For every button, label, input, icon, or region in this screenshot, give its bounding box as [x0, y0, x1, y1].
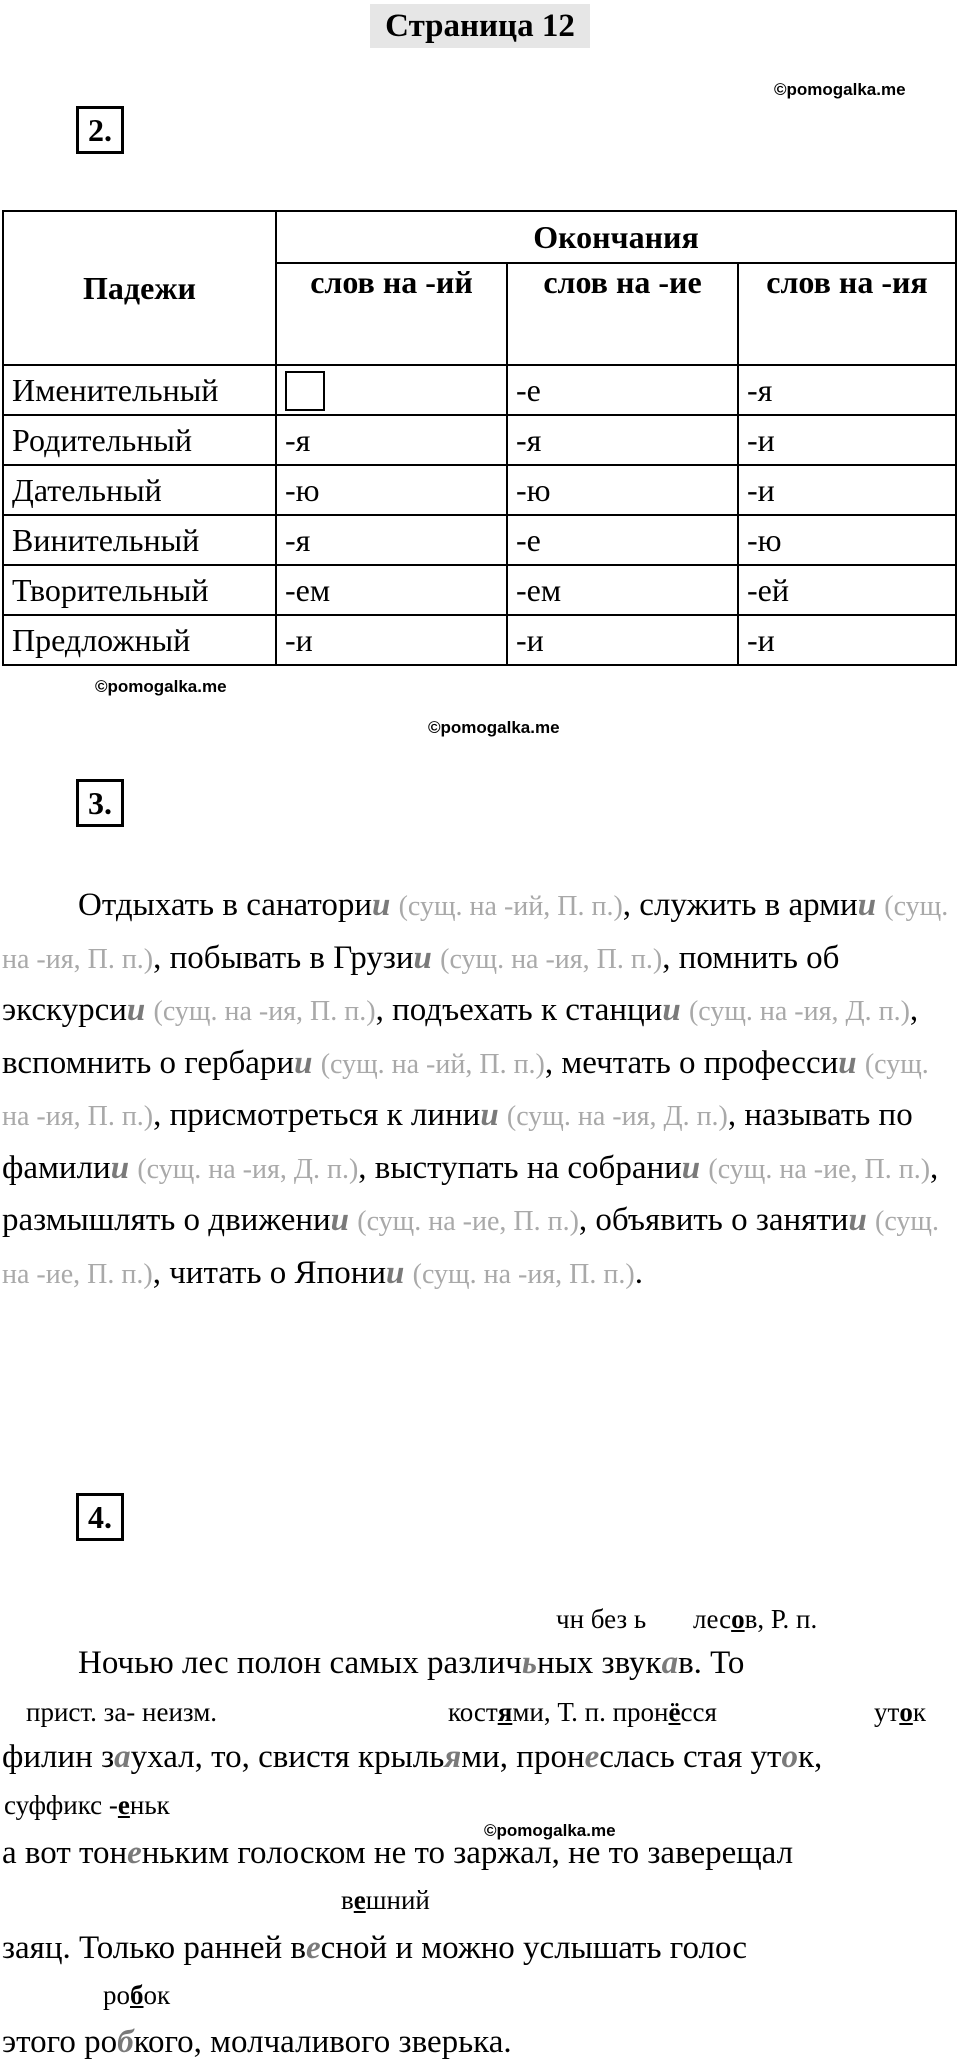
ending-cell: -е: [507, 515, 738, 565]
grammar-note: (сущ. на -ия, П. п.): [2, 891, 949, 975]
inserted-ending: и: [330, 1202, 350, 1238]
header-cases: Падежи: [3, 211, 276, 365]
annotation-suffix: суффикс -еньк: [4, 1790, 170, 1820]
task4-line-3: а вот тоненьким голоском не то заржал, не то заверещал: [2, 1835, 794, 1871]
phrase: объявить о занятии (сущ. на -ие, П. п.),: [2, 1202, 939, 1291]
task3-paragraph: [2, 880, 957, 1300]
grammar-note: (сущ. на -ий, П. п.): [320, 1048, 545, 1080]
annotation-lesov: лесов, Р. п.: [693, 1604, 818, 1634]
phrase: выступать на собрании (сущ. на -ие, П. п.),: [374, 1149, 939, 1186]
table-row: [3, 615, 956, 665]
annotation-kostyami: костями, Т. п. пронёсся: [448, 1697, 717, 1727]
table-row: [3, 365, 956, 415]
case-name: Творительный: [3, 565, 276, 615]
watermark: ©pomogalka.me: [95, 677, 227, 696]
column-header-ie: слов на -ие: [507, 263, 738, 365]
ending-cell: [276, 365, 507, 415]
grammar-note: (сущ. на -ия, Д. п.): [688, 996, 910, 1027]
annotation-utok: уток: [874, 1697, 926, 1727]
inserted-ending: и: [294, 1044, 313, 1081]
grammar-note: (сущ. на -ий, П. п.): [398, 891, 623, 922]
inserted-ending: и: [681, 1149, 701, 1186]
phrase: называть по фамилии (сущ. на -ия, Д. п.),: [2, 1097, 913, 1186]
inserted-ending: и: [480, 1097, 499, 1133]
task4-line-5: этого робкого, молчаливого зверька.: [2, 2024, 512, 2060]
phrase: служить в армии (сущ. на -ия, П. п.),: [2, 887, 949, 976]
phrase: помнить об экскурсии (сущ. на -ия, П. п.),: [2, 939, 840, 1028]
header-endings: Окончания: [276, 211, 956, 263]
case-name: Предложный: [3, 615, 276, 665]
case-name: Дательный: [3, 465, 276, 515]
annotation-prefix: прист. за- неизм.: [26, 1697, 218, 1727]
grammar-note: (сущ. на -ия, П. п.): [153, 996, 376, 1027]
grammar-note: (сущ. на -ия, П. п.): [2, 1048, 929, 1132]
case-name: Именительный: [3, 365, 276, 415]
phrase: размышлять о движении (сущ. на -ие, П. п.),: [2, 1202, 596, 1238]
phrase: Отдыхать в санатории (сущ. на -ий, П. п.),: [78, 887, 640, 923]
grammar-note: (сущ. на -ие, П. п.): [2, 1206, 939, 1290]
grammar-note: (сущ. на -ия, Д. п.): [506, 1101, 728, 1132]
watermark: ©pomogalka.me: [774, 80, 906, 99]
column-header-iya: слов на -ия: [738, 263, 956, 365]
ending-cell: -е: [507, 365, 738, 415]
ending-cell: -ю: [507, 465, 738, 515]
inserted-ending: и: [110, 1149, 130, 1186]
ending-cell: -и: [738, 415, 956, 465]
case-endings-table: [2, 210, 957, 666]
table-row: [3, 565, 956, 615]
empty-answer-box: [285, 371, 325, 411]
grammar-note: (сущ. на -ие, П. п.): [708, 1153, 931, 1185]
grammar-note: (сущ. на -ия, Д. п.): [137, 1153, 359, 1185]
inserted-ending: и: [386, 1254, 405, 1291]
ending-cell: -ю: [738, 515, 956, 565]
task4-line-1: Ночью лес полон самых различьных звукав. То: [78, 1645, 745, 1681]
ending-cell: -и: [738, 465, 956, 515]
ending-cell: -я: [276, 415, 507, 465]
inserted-ending: и: [662, 992, 681, 1028]
page-title: Страница 12: [370, 4, 590, 48]
annotation-chn: чн без ь: [556, 1604, 647, 1634]
ending-cell: -ем: [276, 565, 507, 615]
task4-line-2: филин заухал, то, свистя крыльями, пронеслась стая уток,: [2, 1739, 823, 1775]
ending-cell: -я: [507, 415, 738, 465]
watermark: ©pomogalka.me: [484, 1821, 616, 1840]
ending-cell: -ей: [738, 565, 956, 615]
inserted-ending: и: [857, 887, 877, 923]
task-number-3: 3.: [76, 779, 124, 827]
ending-cell: -и: [507, 615, 738, 665]
ending-cell: -ю: [276, 465, 507, 515]
inserted-ending: и: [413, 939, 432, 976]
task4-line-4: заяц. Только ранней весной и можно услышать голос: [2, 1930, 747, 1966]
table-row: [3, 465, 956, 515]
ending-cell: -и: [738, 615, 956, 665]
table-row: [3, 515, 956, 565]
inserted-ending: и: [848, 1202, 867, 1238]
ending-cell: -ем: [507, 565, 738, 615]
phrase: вспомнить о гербарии (сущ. на -ий, П. п.),: [2, 1044, 562, 1081]
ending-cell: -и: [276, 615, 507, 665]
inserted-ending: и: [838, 1044, 857, 1081]
inserted-ending: и: [126, 992, 146, 1028]
task-number-4: 4.: [76, 1493, 124, 1541]
phrase: побывать в Грузии (сущ. на -ия, П. п.),: [169, 939, 679, 976]
phrase: мечтать о профессии (сущ. на -ия, П. п.),: [2, 1044, 929, 1133]
annotation-veshniy: вешний: [341, 1885, 430, 1915]
grammar-note: (сущ. на -ия, П. п.): [440, 943, 663, 975]
annotation-robok: робок: [103, 1980, 171, 2010]
ending-cell: -я: [276, 515, 507, 565]
column-header-ii: слов на -ий: [276, 263, 507, 365]
case-name: Винительный: [3, 515, 276, 565]
table-row: [3, 415, 956, 465]
case-name: Родительный: [3, 415, 276, 465]
watermark: ©pomogalka.me: [428, 718, 560, 737]
ending-cell: -я: [738, 365, 956, 415]
phrase: читать о Японии (сущ. на -ия, П. п.).: [169, 1254, 643, 1291]
grammar-note: (сущ. на -ие, П. п.): [357, 1206, 579, 1237]
task-number-2: 2.: [76, 106, 124, 154]
phrase: подъехать к станции (сущ. на -ия, Д. п.),: [392, 992, 919, 1028]
inserted-ending: и: [372, 887, 391, 923]
phrase: присмотреться к линии (сущ. на -ия, Д. п.),: [169, 1097, 745, 1133]
grammar-note: (сущ. на -ия, П. п.): [412, 1258, 635, 1290]
